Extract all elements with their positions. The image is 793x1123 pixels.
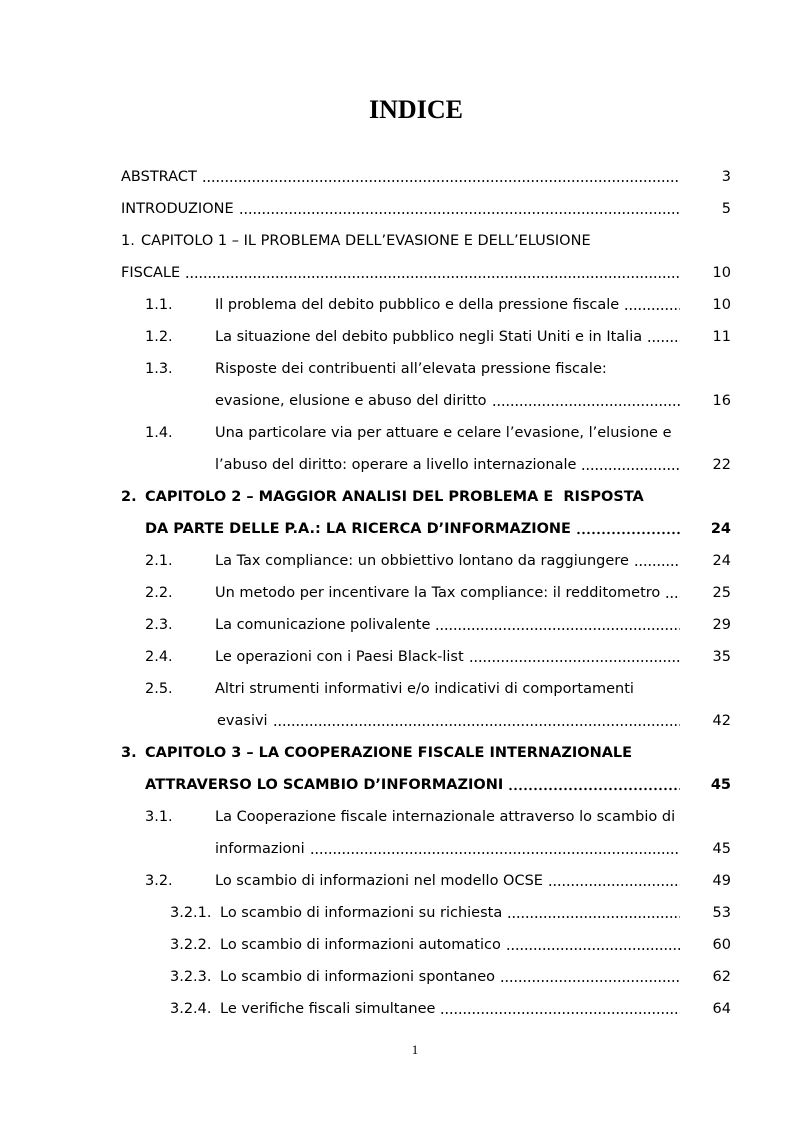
toc-entry-number: 2.2.	[145, 585, 173, 601]
toc-dot-leader	[469, 641, 680, 673]
toc-dot-leader	[548, 865, 680, 897]
toc-dot-leader	[665, 577, 680, 609]
toc-entry-number: 2.4.	[145, 649, 173, 665]
toc-entry-title: Risposte dei contribuenti all’elevata pressione fiscale:	[215, 361, 607, 377]
toc-entry-continuation	[121, 385, 731, 417]
toc-entry-title: Lo scambio di informazioni su richiesta	[220, 905, 503, 921]
toc-page-number: 45	[712, 841, 731, 857]
toc-page-number: 53	[712, 905, 731, 921]
toc-entry	[121, 801, 731, 833]
toc-entry-number: 3.2.2.	[170, 937, 212, 953]
toc-dot-leader	[624, 289, 680, 321]
toc-entry	[121, 929, 731, 961]
toc-entry	[121, 897, 731, 929]
toc-entry	[121, 321, 731, 353]
toc-dot-leader	[273, 705, 680, 737]
toc-entry-title: Una particolare via per attuare e celare l’evasione, l’elusione e	[215, 425, 672, 441]
toc-dot-leader	[202, 161, 680, 193]
toc-dot-leader	[310, 833, 680, 865]
toc-entry-continuation	[121, 705, 731, 737]
toc-page-number: 16	[712, 393, 731, 409]
toc-dot-leader	[440, 993, 680, 1025]
toc-entry-title: informazioni	[215, 841, 305, 857]
toc-page-number: 24	[712, 553, 731, 569]
toc-page-number: 29	[712, 617, 731, 633]
toc-entry-title: ATTRAVERSO LO SCAMBIO D’INFORMAZIONI	[145, 777, 504, 793]
toc-entry	[121, 161, 731, 193]
toc-page-number: 60	[712, 937, 731, 953]
toc-entry-title: Le verifiche fiscali simultanee	[220, 1001, 436, 1017]
toc-entry-number: 2.3.	[145, 617, 173, 633]
toc-entry-title: l’abuso del diritto: operare a livello internazionale	[215, 457, 577, 473]
toc-page-number: 10	[712, 297, 731, 313]
toc-page-number: 10	[712, 265, 731, 281]
toc-entry-number: 2.	[121, 489, 137, 505]
toc-dot-leader	[634, 545, 680, 577]
toc-entry	[121, 737, 731, 769]
toc-entry	[121, 577, 731, 609]
toc-page-number: 49	[712, 873, 731, 889]
toc-page-number: 62	[712, 969, 731, 985]
toc-entry-title: Le operazioni con i Paesi Black-list	[215, 649, 464, 665]
toc-entry	[121, 673, 731, 705]
toc-entry-title: ABSTRACT	[121, 169, 197, 185]
toc-entry-continuation	[121, 513, 731, 545]
toc-entry-title: CAPITOLO 1 – IL PROBLEMA DELL’EVASIONE E DELL’ELUSIONE	[141, 233, 591, 249]
toc-entry-title: La comunicazione polivalente	[215, 617, 431, 633]
toc-dot-leader	[492, 385, 680, 417]
toc-page-number: 45	[710, 777, 731, 793]
toc-entry-number: 2.5.	[145, 681, 173, 697]
toc-page-number: 5	[721, 201, 731, 217]
toc-entry	[121, 417, 731, 449]
toc-page-number: 22	[712, 457, 731, 473]
toc-entry-number: 3.2.1.	[170, 905, 212, 921]
toc-entry	[121, 993, 731, 1025]
toc-entry	[121, 481, 731, 513]
toc-entry-number: 1.2.	[145, 329, 173, 345]
toc-page-number: 24	[710, 521, 731, 537]
toc-entry-title: Lo scambio di informazioni spontaneo	[220, 969, 496, 985]
toc-page-number: 3	[721, 169, 731, 185]
toc-page-number: 11	[712, 329, 731, 345]
toc-entry-title: Il problema del debito pubblico e della pressione fiscale	[215, 297, 620, 313]
toc-entry-title: La Tax compliance: un obbiettivo lontano da raggiungere	[215, 553, 629, 569]
table-of-contents	[121, 161, 731, 1025]
toc-entry	[121, 353, 731, 385]
page-footer-number: 1	[411, 1042, 419, 1057]
toc-entry-continuation	[121, 769, 731, 801]
toc-page-number: 42	[712, 713, 731, 729]
toc-entry-title: Lo scambio di informazioni nel modello OCSE	[215, 873, 543, 889]
toc-dot-leader	[508, 769, 680, 801]
toc-entry-title: CAPITOLO 3 – LA COOPERAZIONE FISCALE INTERNAZIONALE	[145, 745, 633, 761]
toc-dot-leader	[576, 513, 680, 545]
toc-entry-number: 3.2.	[145, 873, 173, 889]
toc-dot-leader	[581, 449, 680, 481]
toc-entry	[121, 545, 731, 577]
toc-entry	[121, 641, 731, 673]
toc-entry-number: 2.1.	[145, 553, 173, 569]
toc-entry-title: DA PARTE DELLE P.A.: LA RICERCA D’INFORMAZIONE	[145, 521, 571, 537]
toc-entry-title: Lo scambio di informazioni automatico	[220, 937, 501, 953]
toc-entry-number: 3.2.3.	[170, 969, 212, 985]
toc-entry	[121, 609, 731, 641]
toc-entry-title: INTRODUZIONE	[121, 201, 234, 217]
toc-entry	[121, 289, 731, 321]
toc-entry-number: 1.3.	[145, 361, 173, 377]
toc-dot-leader	[239, 193, 680, 225]
toc-entry-continuation	[121, 449, 731, 481]
toc-entry-title: La Cooperazione fiscale internazionale attraverso lo scambio di	[215, 809, 676, 825]
toc-dot-leader	[500, 961, 680, 993]
toc-dot-leader	[647, 321, 680, 353]
toc-entry	[121, 225, 731, 257]
toc-entry-title: La situazione del debito pubblico negli Stati Uniti e in Italia	[215, 329, 643, 345]
toc-entry-title: FISCALE	[121, 265, 181, 281]
toc-page-number: 25	[712, 585, 731, 601]
page-title: INDICE	[369, 95, 463, 124]
toc-page-number: 35	[712, 649, 731, 665]
toc-entry-title: Un metodo per incentivare la Tax compliance: il redditometro	[215, 585, 661, 601]
toc-entry-number: 1.1.	[145, 297, 173, 313]
toc-entry-continuation	[121, 257, 731, 289]
toc-entry-number: 3.	[121, 745, 137, 761]
toc-entry-title: evasione, elusione e abuso del diritto	[215, 393, 487, 409]
toc-entry-continuation	[121, 833, 731, 865]
toc-entry	[121, 961, 731, 993]
toc-entry	[121, 865, 731, 897]
toc-dot-leader	[507, 897, 680, 929]
toc-entry-title: Altri strumenti informativi e/o indicativi di comportamenti	[215, 681, 634, 697]
toc-entry-title: evasivi	[217, 713, 268, 729]
toc-entry-number: 3.1.	[145, 809, 173, 825]
toc-entry-title: CAPITOLO 2 – MAGGIOR ANALISI DEL PROBLEMA E RISPOSTA	[145, 489, 644, 505]
toc-dot-leader	[506, 929, 680, 961]
toc-dot-leader	[185, 257, 680, 289]
toc-page-number: 64	[712, 1001, 731, 1017]
toc-dot-leader	[435, 609, 680, 641]
toc-entry-number: 1.	[121, 233, 135, 249]
toc-entry-number: 1.4.	[145, 425, 173, 441]
toc-entry-number: 3.2.4.	[170, 1001, 212, 1017]
toc-entry	[121, 193, 731, 225]
